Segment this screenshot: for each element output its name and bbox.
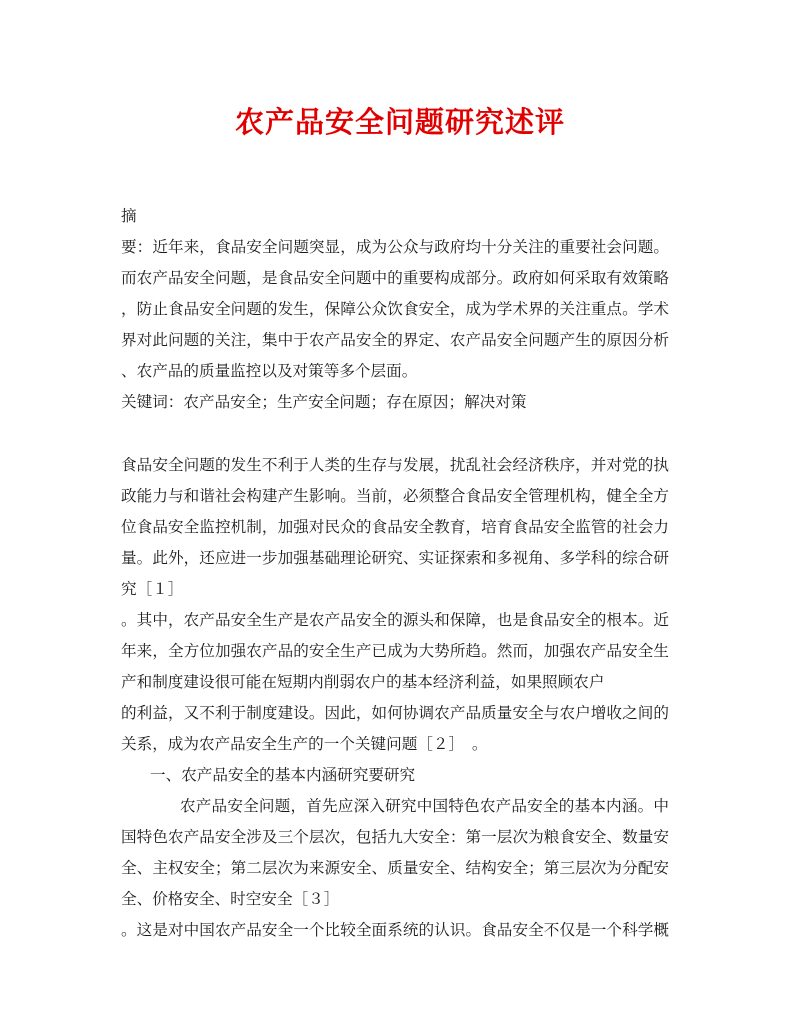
body-line: 。其中，农产品安全生产是农产品安全的源头和保障，也是食品安全的根本。近 bbox=[121, 611, 669, 629]
body-line: 食品安全问题的发生不利于人类的生存与发展，扰乱社会经济秩序，并对党的执 bbox=[121, 456, 669, 474]
abstract-line: ，防止食品安全问题的发生，保障公众饮食安全，成为学术界的关注重点。学术 bbox=[121, 300, 669, 318]
body-line: 全、价格安全、时空安全［３］ bbox=[121, 890, 340, 908]
document-title: 农产品安全问题研究述评 bbox=[234, 105, 565, 139]
abstract-line: 要：近年来，食品安全问题突显，成为公众与政府均十分关注的重要社会问题。 bbox=[121, 238, 669, 256]
body-line: 量。此外，还应进一步加强基础理论研究、实证探索和多视角、多学科的综合研 bbox=[121, 549, 669, 567]
abstract-line: 而农产品安全问题，是食品安全问题中的重要构成部分。政府如何采取有效策略 bbox=[121, 269, 669, 287]
body-line: 农产品安全问题，首先应深入研究中国特色农产品安全的基本内涵。中 bbox=[180, 797, 669, 815]
keywords-line: 关键词：农产品安全；生产安全问题；存在原因；解决对策 bbox=[121, 393, 527, 411]
body-line: 全、主权安全；第二层次为来源安全、质量安全、结构安全；第三层次为分配安 bbox=[121, 859, 669, 877]
body-line: 究［１］ bbox=[121, 580, 184, 598]
abstract-line: 、农产品的质量监控以及对策等多个层面。 bbox=[121, 362, 418, 380]
body-line: 的利益，又不利于制度建设。因此，如何协调农产品质量安全与农户增收之间的 bbox=[121, 704, 669, 722]
body-line: 政能力与和谐社会构建产生影响。当前，必须整合食品安全管理机构，健全全方 bbox=[121, 487, 669, 505]
body-line: 关系，成为农产品安全生产的一个关键问题［２］ 。 bbox=[121, 735, 488, 753]
body-line: 国特色农产品安全涉及三个层次，包括九大安全：第一层次为粮食安全、数量安 bbox=[121, 828, 669, 846]
abstract-line: 界对此问题的关注，集中于农产品安全的界定、农产品安全问题产生的原因分析 bbox=[121, 331, 669, 349]
body-line: 年来，全方位加强农产品的安全生产已成为大势所趋。然而，加强农产品安全生 bbox=[121, 642, 669, 660]
section-heading: 一、农产品安全的基本内涵研究要研究 bbox=[150, 766, 416, 784]
body-line: 位食品安全监控机制，加强对民众的食品安全教育，培育食品安全监管的社会力 bbox=[121, 518, 669, 536]
body-line: 产和制度建设很可能在短期内削弱农户的基本经济利益，如果照顾农户 bbox=[121, 673, 605, 691]
body-line: 。这是对中国农产品安全一个比较全面系统的认识。食品安全不仅是一个科学概 bbox=[121, 921, 669, 939]
abstract-label: 摘 bbox=[121, 207, 137, 225]
